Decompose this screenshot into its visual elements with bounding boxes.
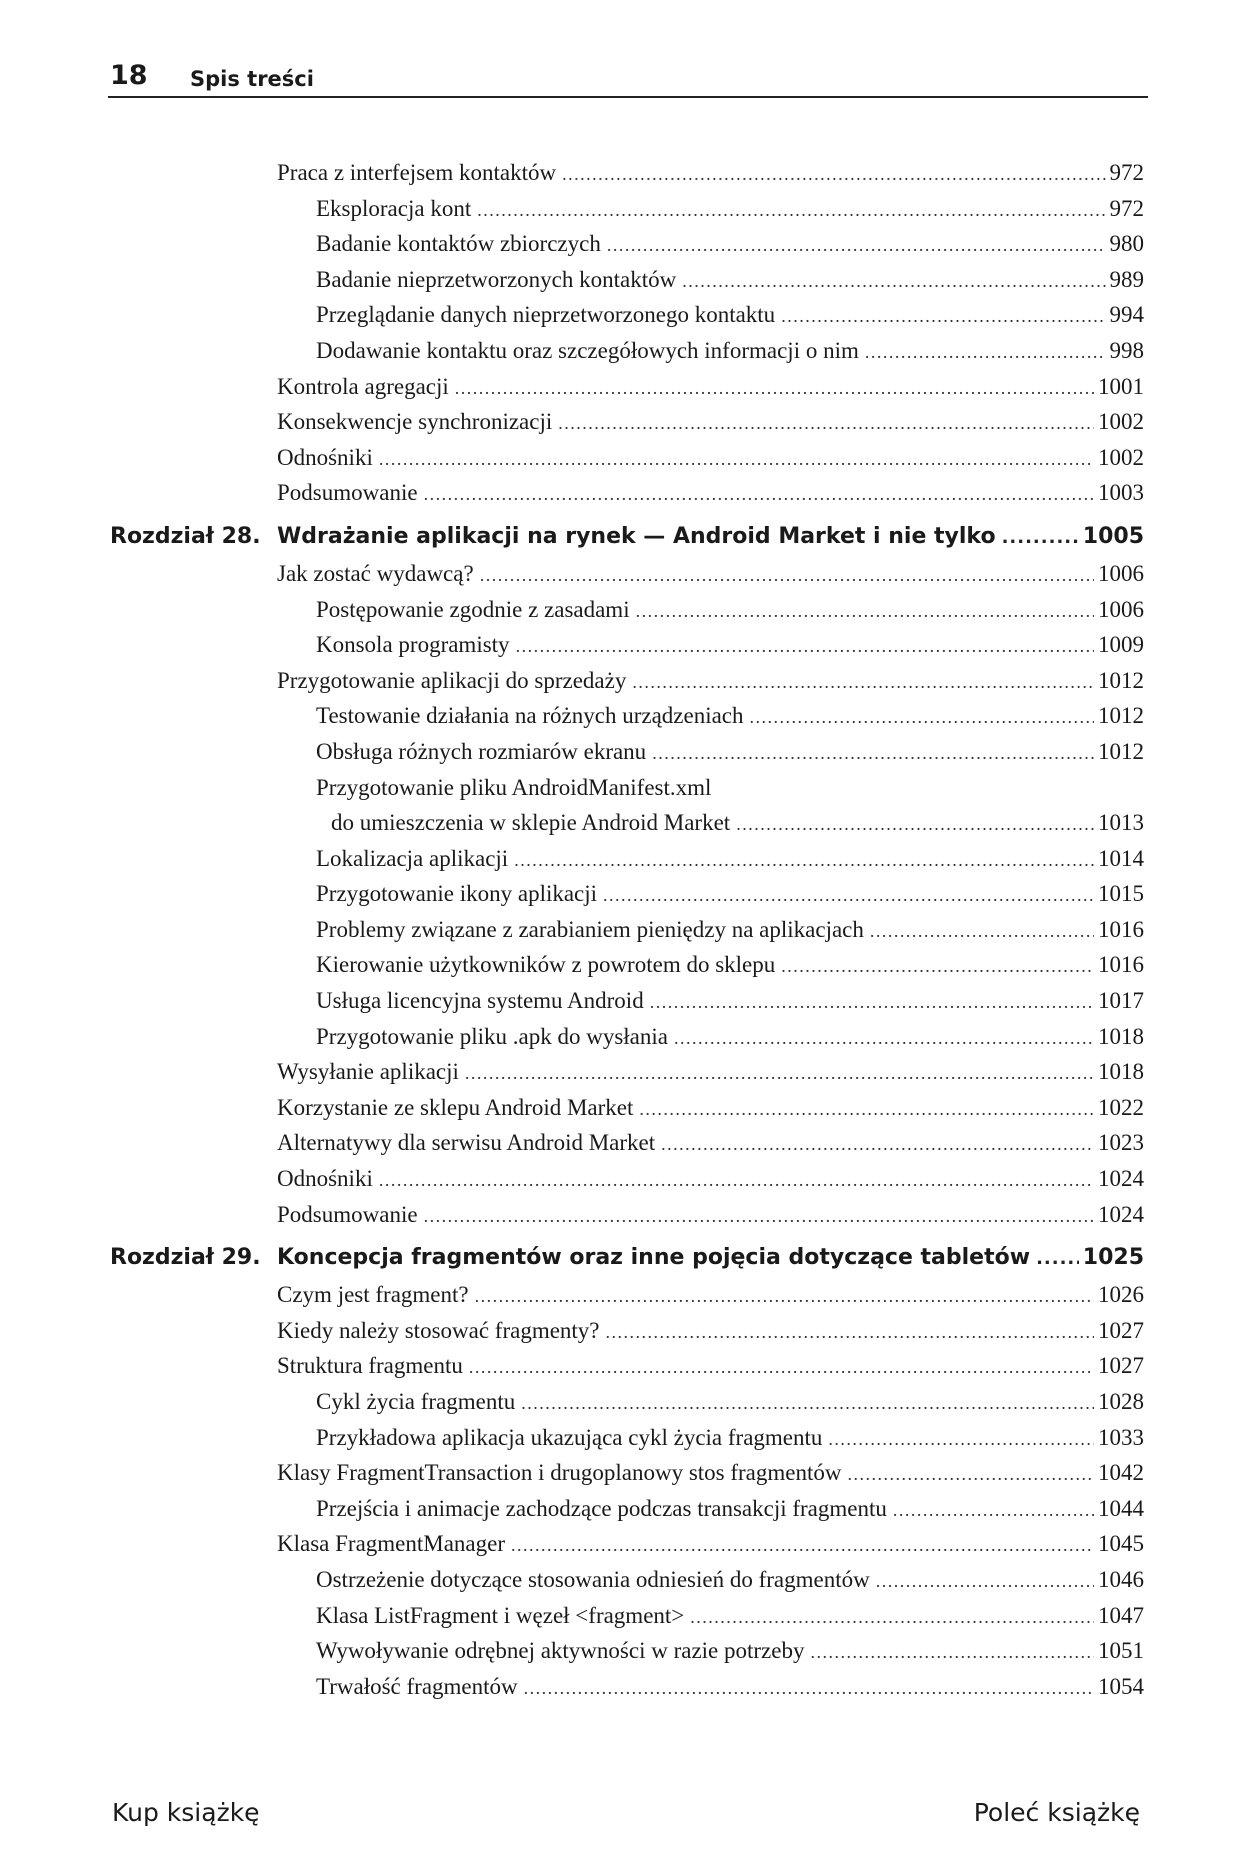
toc-entry-line <box>277 477 1144 510</box>
dot-leader <box>558 407 1094 439</box>
toc-page-number: 994 <box>1109 302 1144 328</box>
toc-entry-line <box>316 914 1144 947</box>
toc-entry-line <box>277 406 1144 439</box>
toc-page-number: 1014 <box>1098 845 1144 871</box>
toc-entry-title: Przygotowanie aplikacji do sprzedaży <box>277 667 627 693</box>
toc-page-number: 1028 <box>1098 1389 1144 1414</box>
toc-page-number: 1005 <box>1082 523 1144 549</box>
toc-page-number: 1015 <box>1098 881 1144 907</box>
toc-entry[interactable] <box>0 1564 1244 1600</box>
toc-page-number: 1042 <box>1098 1460 1144 1486</box>
toc-entry-title: Postępowanie zgodnie z zasadami <box>316 596 630 622</box>
dot-leader <box>603 879 1094 911</box>
toc-entry-title: Struktura fragmentu <box>277 1353 463 1379</box>
toc-entry-line <box>316 335 1144 368</box>
dot-leader <box>848 1458 1095 1490</box>
dot-leader <box>682 265 1105 297</box>
toc-entry[interactable] <box>0 1528 1244 1564</box>
chapter-number: Rozdział 29. <box>110 1245 261 1271</box>
toc-entry-line <box>316 1493 1144 1526</box>
toc-entry-line <box>331 807 1144 840</box>
toc-entry-title: Jak zostać wydawcą? <box>277 560 474 586</box>
toc-entry-title: Obsługa różnych rozmiarów ekranu <box>316 738 647 764</box>
dot-leader <box>511 1529 1094 1561</box>
toc-entry-line <box>277 1163 1144 1196</box>
dot-leader <box>524 1672 1094 1704</box>
toc-entry[interactable] <box>0 1422 1244 1458</box>
toc-entry[interactable] <box>0 1092 1244 1128</box>
toc-entry-title: Konsekwencje synchronizacji <box>277 409 553 435</box>
toc-entry-line <box>316 736 1144 769</box>
dot-leader <box>477 194 1105 226</box>
toc-entry-title: Badanie nieprzetworzonych kontaktów <box>316 266 677 292</box>
toc-entry-line <box>316 878 1144 911</box>
toc-entry[interactable] <box>0 477 1244 513</box>
toc-entry-title: Testowanie działania na różnych urządzeniach <box>316 703 744 729</box>
dot-leader <box>379 1164 1094 1196</box>
dot-leader <box>607 229 1106 261</box>
toc-entry-line <box>316 1671 1144 1704</box>
dot-leader <box>781 300 1105 332</box>
toc-page-number: 1002 <box>1098 444 1144 470</box>
toc-page-number: 1023 <box>1098 1130 1144 1156</box>
toc-entry-line <box>277 442 1144 475</box>
toc-entry[interactable] <box>0 1671 1244 1707</box>
dot-leader <box>736 808 1094 840</box>
toc-entry[interactable] <box>0 1457 1244 1493</box>
page-header <box>108 58 1148 98</box>
toc-page-number: 1009 <box>1098 632 1144 658</box>
toc-entry-line <box>316 1021 1144 1054</box>
toc-entry-line <box>316 1386 1144 1419</box>
toc-page-number: 1016 <box>1098 916 1144 942</box>
toc-entry[interactable] <box>0 406 1244 442</box>
toc-entry[interactable] <box>0 914 1244 950</box>
toc-entry-title: Klasa FragmentManager <box>277 1531 506 1557</box>
toc-page-number: 1045 <box>1098 1531 1144 1557</box>
toc-entry[interactable] <box>0 772 1244 808</box>
toc-entry-title: Kontrola agregacji <box>277 373 449 399</box>
toc-entry-line <box>277 1528 1144 1561</box>
toc-entry[interactable] <box>0 985 1244 1021</box>
toc-entry[interactable] <box>0 736 1244 772</box>
toc-page-number: 1044 <box>1098 1495 1144 1521</box>
toc-entry-line <box>316 700 1144 733</box>
toc-entry-line <box>277 665 1144 698</box>
toc-entry[interactable] <box>0 371 1244 407</box>
toc-page-number: 1046 <box>1098 1566 1144 1592</box>
dot-leader <box>606 1316 1094 1348</box>
dot-leader <box>870 915 1094 947</box>
toc-entry[interactable] <box>0 1350 1244 1386</box>
toc-entry-title: Problemy związane z zarabianiem pieniędzy na aplikacjach <box>316 916 864 942</box>
toc-entry-title: Przykładowa aplikacja ukazująca cykl życia fragmentu <box>316 1424 823 1450</box>
toc-entry-line <box>316 193 1144 226</box>
toc-entry-title: Przygotowanie ikony aplikacji <box>316 881 598 907</box>
dot-leader <box>690 1601 1094 1633</box>
dot-leader <box>469 1351 1094 1383</box>
toc-page-number: 1012 <box>1098 703 1144 729</box>
toc-entry-title: Przejścia i animacje zachodzące podczas transakcji fragmentu <box>316 1495 887 1521</box>
toc-entry-title: Lokalizacja aplikacji <box>316 845 509 871</box>
recommend-book-link[interactable]: Poleć książkę <box>973 1798 1140 1827</box>
dot-leader <box>521 1387 1094 1419</box>
toc-entry-line <box>316 594 1144 627</box>
toc-entry[interactable] <box>0 228 1244 264</box>
dot-leader <box>480 559 1094 591</box>
toc-entry-line <box>316 1635 1144 1668</box>
toc-entry-line <box>277 521 1144 554</box>
dot-leader <box>876 1565 1094 1597</box>
toc-entry[interactable] <box>0 594 1244 630</box>
toc-page-number: 1012 <box>1098 667 1144 693</box>
toc-entry-title: Korzystanie ze sklepu Android Market <box>277 1094 634 1120</box>
toc-page-number: 1002 <box>1098 409 1144 435</box>
dot-leader <box>1002 522 1079 554</box>
toc-entry-title: Eksploracja kont <box>316 195 472 221</box>
toc-entry-line <box>316 949 1144 982</box>
dot-leader <box>516 630 1094 662</box>
toc-entry-line <box>277 1127 1144 1160</box>
toc-page-number: 989 <box>1109 266 1144 292</box>
toc-entry[interactable] <box>0 878 1244 914</box>
dot-leader <box>652 737 1094 769</box>
dot-leader <box>424 1200 1094 1232</box>
chapter-number: Rozdział 28. <box>110 523 261 549</box>
toc-page-number: 1003 <box>1098 480 1144 506</box>
toc-page-number: 1013 <box>1098 810 1144 836</box>
toc-entry-line <box>316 985 1144 1018</box>
page-number: 18 <box>110 60 148 91</box>
toc-entry-line <box>316 772 717 804</box>
toc-page-number: 1024 <box>1098 1166 1144 1192</box>
toc-page-number: 1018 <box>1098 1059 1144 1085</box>
toc-entry-line <box>277 1092 1144 1125</box>
toc-entry[interactable] <box>0 949 1244 985</box>
toc-entry-title: Odnośniki <box>277 1166 373 1192</box>
toc-entry-line <box>277 1242 1144 1275</box>
toc-entry-title: Trwałość fragmentów <box>316 1673 518 1699</box>
toc-entry-line <box>316 299 1144 332</box>
dot-leader <box>636 595 1094 627</box>
toc-entry-title: Alternatywy dla serwisu Android Market <box>277 1130 656 1156</box>
toc-entry-line <box>316 1564 1144 1597</box>
toc-entry-title: Konsola programisty <box>316 632 510 658</box>
toc-chapter-entry[interactable] <box>0 1242 1244 1279</box>
dot-leader <box>465 1057 1094 1089</box>
toc-entry-line <box>277 1279 1144 1312</box>
toc-entry-title: Praca z interfejsem kontaktów <box>277 160 557 185</box>
toc-entry[interactable] <box>0 1493 1244 1529</box>
toc-page-number: 1017 <box>1098 988 1144 1014</box>
toc-entry-title: Badanie kontaktów zbiorczych <box>316 231 601 257</box>
toc-entry[interactable] <box>0 1056 1244 1092</box>
toc-entry[interactable] <box>0 1279 1244 1315</box>
toc-entry-title: Przeglądanie danych nieprzetworzonego kontaktu <box>316 302 776 328</box>
dot-leader <box>828 1423 1094 1455</box>
toc-page-number: 1027 <box>1098 1353 1144 1379</box>
toc-entry-title: Koncepcja fragmentów oraz inne pojęcia dotyczące tabletów <box>277 1245 1031 1271</box>
toc-entry-line <box>316 1600 1144 1633</box>
toc-entry[interactable] <box>0 843 1244 879</box>
toc-entry[interactable] <box>0 1635 1244 1671</box>
toc-entry-title: Przygotowanie pliku AndroidManifest.xml <box>316 774 712 800</box>
toc-page-number: 998 <box>1109 337 1144 363</box>
toc-entry-line <box>316 228 1144 261</box>
dot-leader <box>455 372 1094 404</box>
toc-entry[interactable] <box>0 629 1244 665</box>
toc-entry[interactable] <box>0 1163 1244 1199</box>
dot-leader <box>750 701 1095 733</box>
toc-entry-line <box>277 558 1144 591</box>
dot-leader <box>781 950 1094 982</box>
buy-book-link[interactable]: Kup książkę <box>112 1798 260 1827</box>
toc-entry-line <box>277 1457 1144 1490</box>
toc-entry[interactable] <box>0 1600 1244 1636</box>
toc-entry-line <box>277 1199 1144 1232</box>
toc-entry-line <box>316 1422 1144 1455</box>
toc-entry-line <box>277 157 1144 190</box>
toc-entry[interactable] <box>0 1315 1244 1351</box>
toc-chapter-entry[interactable] <box>0 521 1244 558</box>
toc-page-number: 1022 <box>1098 1094 1144 1120</box>
toc-page-number: 972 <box>1109 195 1144 221</box>
toc-page-number: 1051 <box>1098 1638 1144 1664</box>
dot-leader <box>674 1022 1094 1054</box>
dot-leader <box>379 443 1094 475</box>
toc-page-number: 1024 <box>1098 1201 1144 1227</box>
toc-entry-title: Odnośniki <box>277 444 373 470</box>
toc-entry[interactable] <box>0 299 1244 335</box>
toc-page-number: 1054 <box>1098 1673 1144 1699</box>
toc-entry-line <box>277 371 1144 404</box>
toc-page-number: 1001 <box>1098 373 1144 399</box>
toc-entry[interactable] <box>0 264 1244 300</box>
toc-page-number: 972 <box>1109 160 1144 185</box>
dot-leader <box>810 1636 1094 1668</box>
toc-entry-title: do umieszczenia w sklepie Android Market <box>331 810 731 836</box>
toc-entry[interactable] <box>0 665 1244 701</box>
toc-entry-title: Klasy FragmentTransaction i drugoplanowy stos fragmentów <box>277 1460 842 1486</box>
toc-page-number: 1018 <box>1098 1023 1144 1049</box>
toc-entry-title: Wdrażanie aplikacji na rynek — Android Market i nie tylko <box>277 523 996 549</box>
toc-entry-line <box>316 843 1144 876</box>
toc-page-number: 1027 <box>1098 1317 1144 1343</box>
toc-page-number: 1016 <box>1098 952 1144 978</box>
toc-entry-title: Dodawanie kontaktu oraz szczegółowych informacji o nim <box>316 337 859 363</box>
toc-entry-title: Podsumowanie <box>277 480 418 506</box>
toc-page-number: 1006 <box>1098 596 1144 622</box>
table-of-contents <box>0 157 1244 1706</box>
toc-entry-title: Wywoływanie odrębnej aktywności w razie potrzeby <box>316 1638 805 1664</box>
dot-leader <box>475 1280 1094 1312</box>
toc-page-number: 1012 <box>1098 738 1144 764</box>
toc-entry-line <box>316 629 1144 662</box>
toc-entry[interactable] <box>0 157 1244 193</box>
toc-entry[interactable] <box>0 1386 1244 1422</box>
dot-leader <box>893 1494 1094 1526</box>
toc-entry[interactable] <box>0 1127 1244 1163</box>
toc-page-number: 1006 <box>1098 560 1144 586</box>
dot-leader <box>424 478 1094 510</box>
toc-page-number: 1033 <box>1098 1424 1144 1450</box>
toc-entry[interactable] <box>0 1199 1244 1235</box>
toc-page-number: 980 <box>1109 231 1144 257</box>
dot-leader <box>661 1128 1094 1160</box>
toc-entry-title: Kierowanie użytkowników z powrotem do sklepu <box>316 952 776 978</box>
toc-page-number: 1026 <box>1098 1282 1144 1308</box>
toc-entry[interactable] <box>0 193 1244 229</box>
dot-leader <box>514 844 1094 876</box>
toc-page-number: 1047 <box>1098 1602 1144 1628</box>
toc-entry-title: Czym jest fragment? <box>277 1282 469 1308</box>
toc-entry-line <box>277 1056 1144 1089</box>
toc-entry-line <box>277 1350 1144 1383</box>
toc-entry-title: Klasa ListFragment i węzeł <fragment> <box>316 1602 685 1628</box>
toc-entry-line <box>316 264 1144 297</box>
dot-leader <box>632 666 1094 698</box>
toc-entry[interactable] <box>0 335 1244 371</box>
toc-entry-title: Wysyłanie aplikacji <box>277 1059 459 1085</box>
toc-entry-title: Kiedy należy stosować fragmenty? <box>277 1317 600 1343</box>
dot-leader <box>562 158 1105 190</box>
toc-entry-line <box>277 1315 1144 1348</box>
running-title: Spis treści <box>190 67 314 91</box>
toc-entry-title: Cykl życia fragmentu <box>316 1389 516 1414</box>
toc-entry-title: Usługa licencyjna systemu Android <box>316 988 644 1014</box>
dot-leader <box>1036 1243 1079 1275</box>
dot-leader <box>639 1093 1094 1125</box>
dot-leader <box>865 336 1106 368</box>
toc-entry[interactable] <box>0 807 1244 843</box>
dot-leader <box>650 986 1094 1018</box>
toc-entry-title: Przygotowanie pliku .apk do wysłania <box>316 1023 668 1049</box>
toc-entry[interactable] <box>0 442 1244 478</box>
toc-page-number: 1025 <box>1082 1245 1144 1271</box>
toc-entry-title: Podsumowanie <box>277 1201 418 1227</box>
toc-entry[interactable] <box>0 558 1244 594</box>
toc-entry-title: Ostrzeżenie dotyczące stosowania odniesień do fragmentów <box>316 1566 870 1592</box>
toc-entry[interactable] <box>0 700 1244 736</box>
toc-entry[interactable] <box>0 1021 1244 1057</box>
